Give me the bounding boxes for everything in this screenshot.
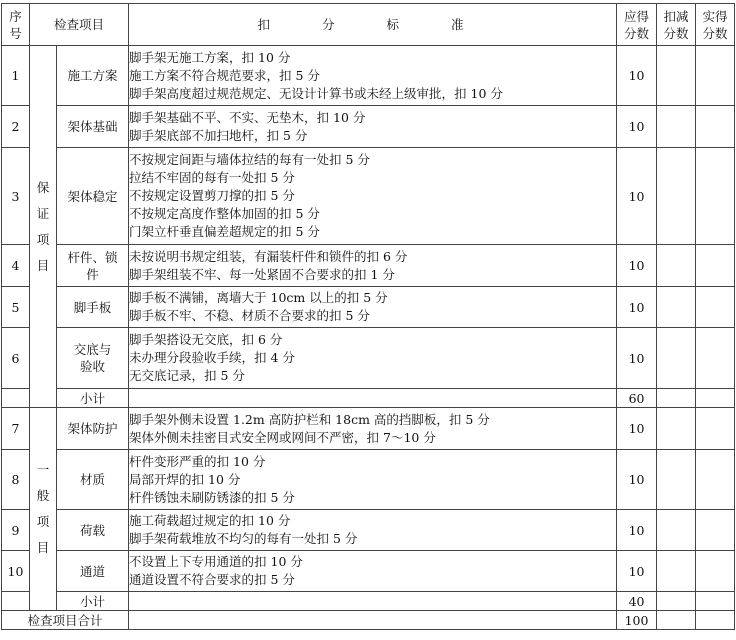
total-actual-points[interactable] (696, 611, 735, 630)
row-actual-points[interactable] (696, 328, 735, 389)
row-actual-points[interactable] (696, 510, 735, 551)
subtotal-standards (129, 389, 617, 408)
table-row (2, 551, 735, 592)
row-seq: 2 (2, 106, 30, 148)
row-due-points: 10 (617, 408, 657, 450)
row-actual-points[interactable] (696, 450, 735, 510)
row-actual-points[interactable] (696, 46, 735, 106)
table-row (2, 450, 735, 510)
row-seq: 5 (2, 287, 30, 328)
row-actual-points[interactable] (696, 106, 735, 148)
row-deduct-points[interactable] (657, 450, 696, 510)
row-deduct-points[interactable] (657, 510, 696, 551)
row-seq: 3 (2, 148, 30, 245)
total-label: 检查项目合计 (2, 611, 129, 630)
row-seq: 6 (2, 328, 30, 389)
row-standards: 脚手架无施工方案，扣 10 分 施工方案不符合规范要求，扣 5 分 脚手架高度超过规范规定、无设计计算书或未经上级审批，扣 10 分 (129, 46, 617, 106)
row-actual-points[interactable] (696, 551, 735, 592)
subtotal-due-points: 60 (617, 389, 657, 408)
row-due-points: 10 (617, 106, 657, 148)
row-standards: 脚手架搭设无交底，扣 6 分 未办理分段验收手续，扣 4 分 无交底记录，扣 5 分 (129, 328, 617, 389)
row-standards: 不按规定间距与墙体拉结的每有一处扣 5 分 拉结不牢固的每有一处扣 5 分 不按规定设置剪刀撑的扣 5 分 不按规定高度作整体加固的扣 5 分 门架立杆垂直偏差超规定的扣 5 分 (129, 148, 617, 245)
row-item: 架体防护 (57, 408, 129, 450)
row-deduct-points[interactable] (657, 245, 696, 287)
row-deduct-points[interactable] (657, 287, 696, 328)
table-row (2, 46, 735, 106)
row-item: 架体稳定 (57, 148, 129, 245)
row-item: 材质 (57, 450, 129, 510)
row-due-points: 10 (617, 551, 657, 592)
header-standard: 扣 分 标 准 (129, 4, 617, 46)
row-seq: 4 (2, 245, 30, 287)
row-due-points: 10 (617, 148, 657, 245)
row-item: 施工方案 (57, 46, 129, 106)
row-actual-points[interactable] (696, 408, 735, 450)
table-row (2, 408, 735, 450)
subtotal-actual-points[interactable] (696, 592, 735, 611)
row-item: 通道 (57, 551, 129, 592)
row-due-points: 10 (617, 287, 657, 328)
row-seq: 1 (2, 46, 30, 106)
row-actual-points[interactable] (696, 148, 735, 245)
row-deduct-points[interactable] (657, 148, 696, 245)
header-deduct-points: 扣减分数 (657, 4, 696, 46)
row-due-points: 10 (617, 328, 657, 389)
header-item: 检查项目 (30, 4, 129, 46)
total-deduct-points[interactable] (657, 611, 696, 630)
row-deduct-points[interactable] (657, 551, 696, 592)
subtotal-deduct-points[interactable] (657, 389, 696, 408)
row-item: 交底与验收 (57, 328, 129, 389)
row-seq: 9 (2, 510, 30, 551)
row-seq: 10 (2, 551, 30, 592)
row-item: 架体基础 (57, 106, 129, 148)
table-row (2, 148, 735, 245)
row-standards: 杆件变形严重的扣 10 分 局部开焊的扣 10 分 杆件锈蚀未刷防锈漆的扣 5 分 (129, 450, 617, 510)
row-seq: 7 (2, 408, 30, 450)
row-seq: 8 (2, 450, 30, 510)
row-deduct-points[interactable] (657, 46, 696, 106)
subtotal-due-points: 40 (617, 592, 657, 611)
row-deduct-points[interactable] (657, 408, 696, 450)
total-standards (129, 611, 617, 630)
subtotal-standards (129, 592, 617, 611)
row-item: 荷载 (57, 510, 129, 551)
subtotal-actual-points[interactable] (696, 389, 735, 408)
subtotal-label: 小计 (57, 389, 129, 408)
total-due-points: 100 (617, 611, 657, 630)
row-due-points: 10 (617, 510, 657, 551)
row-standards: 未按说明书规定组装，有漏装杆件和锁件的扣 6 分 脚手架组装不牢、每一处紧固不合要求的扣 1 分 (129, 245, 617, 287)
table-row (2, 287, 735, 328)
subtotal-label: 小计 (57, 592, 129, 611)
header-row (2, 4, 735, 46)
header-actual-points: 实得分数 (696, 4, 735, 46)
subtotal-row (2, 592, 735, 611)
row-standards: 脚手板不满铺，离墙大于 10cm 以上的扣 5 分 脚手板不牢、不稳、材质不合要求的扣 5 分 (129, 287, 617, 328)
subtotal-row (2, 389, 735, 408)
table-row (2, 510, 735, 551)
row-standards: 不设置上下专用通道的扣 10 分 通道设置不符合要求的扣 5 分 (129, 551, 617, 592)
group-general: 一般项目 (30, 408, 57, 611)
table-row (2, 328, 735, 389)
row-item: 脚手板 (57, 287, 129, 328)
row-due-points: 10 (617, 46, 657, 106)
row-standards: 施工荷载超过规定的扣 10 分 脚手架荷载堆放不均匀的每有一处扣 5 分 (129, 510, 617, 551)
row-deduct-points[interactable] (657, 106, 696, 148)
scaffold-check-table (1, 3, 735, 630)
row-due-points: 10 (617, 245, 657, 287)
table-row (2, 106, 735, 148)
header-seq: 序号 (2, 4, 30, 46)
total-row (2, 611, 735, 630)
header-due-points: 应得分数 (617, 4, 657, 46)
group-guarantee: 保证项目 (30, 46, 57, 408)
row-item: 杆件、锁件 (57, 245, 129, 287)
row-standards: 脚手架外侧未设置 1.2m 高防护栏和 18cm 高的挡脚板，扣 5 分 架体外侧未挂密目式安全网或网间不严密，扣 7～10 分 (129, 408, 617, 450)
row-actual-points[interactable] (696, 287, 735, 328)
table-row (2, 245, 735, 287)
subtotal-seq (2, 389, 30, 408)
subtotal-seq (2, 592, 30, 611)
row-deduct-points[interactable] (657, 328, 696, 389)
row-due-points: 10 (617, 450, 657, 510)
subtotal-deduct-points[interactable] (657, 592, 696, 611)
row-standards: 脚手架基础不平、不实、无垫木，扣 10 分 脚手架底部不加扫地杆，扣 5 分 (129, 106, 617, 148)
row-actual-points[interactable] (696, 245, 735, 287)
